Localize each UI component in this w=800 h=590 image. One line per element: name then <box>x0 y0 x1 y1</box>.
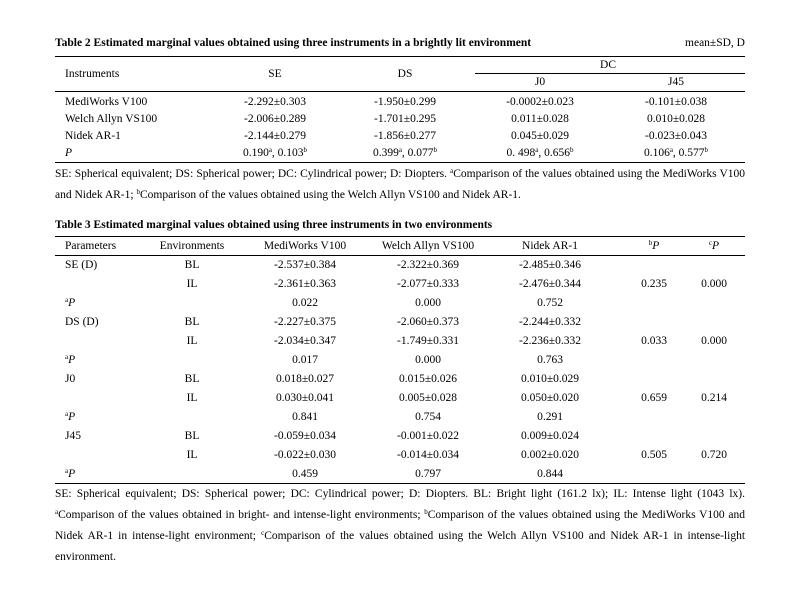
t3-j0-ap-w: 0.754 <box>415 411 441 423</box>
table3-title: Table 3 Estimated marginal values obtained using three instruments in two environments <box>55 219 493 231</box>
t2-row1-instrument: MediWorks V100 <box>65 96 148 108</box>
t3-j0-ap-m: 0.841 <box>292 411 318 423</box>
t3-j45-ap-m: 0.459 <box>292 468 318 480</box>
t3-ds-ap-n: 0.763 <box>537 354 563 366</box>
t3-col-nidek: Nidek AR-1 <box>522 240 578 252</box>
t2-col-j0: J0 <box>534 76 546 88</box>
t3-ds-il-env: IL <box>186 335 198 347</box>
t3-j0-ap-n: 0.291 <box>537 411 563 423</box>
t3-j45-il-n: 0.002±0.020 <box>520 449 580 461</box>
t3-ds-ap-w: 0.000 <box>415 354 441 366</box>
t3-col-mediworks: MediWorks V100 <box>263 240 347 252</box>
t2-p-se: 0.190$^a$, 0.103$^b$ <box>242 146 308 159</box>
t3-j45-il-env: IL <box>186 449 198 461</box>
t3-j45-bl-w: -0.001±0.022 <box>397 430 459 442</box>
t3-ds-param: DS (D) <box>65 316 99 328</box>
t2-row3-se: -2.144±0.279 <box>244 130 306 142</box>
t2-row1-ds: -1.950±0.299 <box>374 96 436 108</box>
t3-ds-bl-m: -2.227±0.375 <box>274 316 336 328</box>
t3-se-param: SE (D) <box>65 259 98 271</box>
t3-j45-ap-w: 0.797 <box>415 468 441 480</box>
t3-ds-il-n: -2.236±0.332 <box>519 335 581 347</box>
t3-j0-il-env: IL <box>186 392 198 404</box>
t3-j0-bl-m: 0.018±0.027 <box>275 373 335 385</box>
t3-col-environments: Environments <box>159 240 225 252</box>
t3-ds-cp: 0.000 <box>701 335 727 347</box>
t3-se-il-env: IL <box>186 278 198 290</box>
t2-row2-j0: 0.011±0.028 <box>511 113 569 125</box>
t2-p-j0: 0. 498$^a$, 0.656$^b$ <box>506 146 574 159</box>
t2-row1-j45: -0.101±0.038 <box>645 96 707 108</box>
t2-row3-ds: -1.856±0.277 <box>374 130 436 142</box>
t2-col-j45: J45 <box>668 76 684 88</box>
t2-p-j45: 0.106$^a$, 0.577$^b$ <box>643 146 709 159</box>
t3-j45-bp: 0.505 <box>641 449 667 461</box>
t3-j0-il-n: 0.050±0.020 <box>520 392 580 404</box>
t3-j0-il-m: 0.030±0.041 <box>275 392 335 404</box>
table3-header-rule <box>55 255 745 256</box>
t3-se-bl-env: BL <box>184 259 200 271</box>
table2-unit: mean±SD, D <box>685 37 745 49</box>
t3-col-welch: Welch Allyn VS100 <box>381 240 475 252</box>
t3-j0-bp: 0.659 <box>641 392 667 404</box>
t3-ds-il-m: -2.034±0.347 <box>274 335 336 347</box>
t3-j45-il-m: -0.022±0.030 <box>274 449 336 461</box>
table2-bottom-rule <box>55 162 745 163</box>
t2-col-se: SE <box>268 68 282 80</box>
t3-col-parameters: Parameters <box>65 240 117 252</box>
t3-ds-ap-m: 0.017 <box>292 354 318 366</box>
t3-se-bl-n: -2.485±0.346 <box>519 259 581 271</box>
t2-row1-se: -2.292±0.303 <box>244 96 306 108</box>
t2-row3-j0: 0.045±0.029 <box>510 130 570 142</box>
t3-j0-bl-env: BL <box>184 373 200 385</box>
t3-se-bp: 0.235 <box>641 278 667 290</box>
t2-row3-j45: -0.023±0.043 <box>645 130 707 142</box>
t2-row2-ds: -1.701±0.295 <box>374 113 436 125</box>
t3-ds-bl-env: BL <box>184 316 200 328</box>
table2-top-rule <box>55 56 745 57</box>
t3-j0-il-w: 0.005±0.028 <box>398 392 458 404</box>
t3-j45-param: J45 <box>65 430 81 442</box>
t2-row2-j45: 0.010±0.028 <box>646 113 706 125</box>
t2-p-label: P <box>65 147 73 159</box>
t2-col-dc: DC <box>600 59 616 71</box>
t3-j45-ap-label: $^a$P <box>65 467 76 480</box>
table3-top-rule <box>55 236 745 237</box>
t3-se-il-n: -2.476±0.344 <box>519 278 581 290</box>
t2-col-ds: DS <box>397 68 413 80</box>
t3-se-bl-w: -2.322±0.369 <box>397 259 459 271</box>
t3-ds-ap-label: $^a$P <box>65 353 76 366</box>
t3-se-ap-n: 0.752 <box>537 297 563 309</box>
t2-row2-se: -2.006±0.289 <box>244 113 306 125</box>
t3-ds-il-w: -1.749±0.331 <box>397 335 459 347</box>
table2-note: SE: Spherical equivalent; DS: Spherical power; DC: Cylindrical power; D: Diopters. $^a$Comparison of the values obtained using the MediWorks V100 and Nidek AR-1; $^b$Comparison of the values obtained using the Welch Allyn VS100 and Nidek AR-1. <box>55 167 746 201</box>
t3-se-il-w: -2.077±0.333 <box>397 278 459 290</box>
t3-j45-cp: 0.720 <box>701 449 727 461</box>
t3-col-cp: $^c$P <box>708 239 720 252</box>
t2-dc-subrule <box>475 73 745 74</box>
table3-note: SE: Spherical equivalent; DS: Spherical power; DC: Cylindrical power; D: Diopters. BL: Bright light (161.2 lx); IL: Intense light (1043 lx). $^a$Comparison of the values obtained in bright- and intense-light environments; $^b$Comparison of the values obtained using the MediWorks V100 and Nidek AR-1 in intense-light environment; $^c$Comparison of the values obtained using the Welch Allyn VS100 and Nidek AR-1 in intense-light environment. <box>55 488 746 563</box>
t3-ds-bp: 0.033 <box>641 335 667 347</box>
t3-col-bp: $^b$P <box>648 239 660 252</box>
t3-j0-ap-label: $^a$P <box>65 410 76 423</box>
t3-se-ap-m: 0.022 <box>292 297 318 309</box>
t3-j45-bl-m: -0.059±0.034 <box>274 430 336 442</box>
t3-j45-ap-n: 0.844 <box>537 468 563 480</box>
table2-header <box>55 37 745 53</box>
t2-row1-j0: -0.0002±0.023 <box>506 96 574 108</box>
t2-col-instruments: Instruments <box>65 68 120 80</box>
t3-ds-bl-n: -2.244±0.332 <box>519 316 581 328</box>
t3-se-ap-label: $^a$P <box>65 296 76 309</box>
t3-j0-param: J0 <box>65 373 76 385</box>
t3-se-ap-w: 0.000 <box>415 297 441 309</box>
t3-j45-bl-env: BL <box>184 430 200 442</box>
t3-se-cp: 0.000 <box>701 278 727 290</box>
t3-j0-cp: 0.214 <box>701 392 727 404</box>
t3-se-il-m: -2.361±0.363 <box>274 278 336 290</box>
t2-p-ds: 0.399$^a$, 0.077$^b$ <box>372 146 438 159</box>
t3-j0-bl-w: 0.015±0.026 <box>398 373 458 385</box>
t3-j45-bl-n: 0.009±0.024 <box>520 430 580 442</box>
t3-se-bl-m: -2.537±0.384 <box>274 259 336 271</box>
t2-row3-instrument: Nidek AR-1 <box>65 130 121 142</box>
table2-title: Table 2 Estimated marginal values obtained using three instruments in a brightly lit environment <box>55 37 532 49</box>
t3-ds-bl-w: -2.060±0.373 <box>397 316 459 328</box>
t3-j45-il-w: -0.014±0.034 <box>397 449 459 461</box>
t2-row2-instrument: Welch Allyn VS100 <box>65 113 158 125</box>
t3-j0-bl-n: 0.010±0.029 <box>520 373 580 385</box>
table2-header-rule <box>55 91 745 92</box>
